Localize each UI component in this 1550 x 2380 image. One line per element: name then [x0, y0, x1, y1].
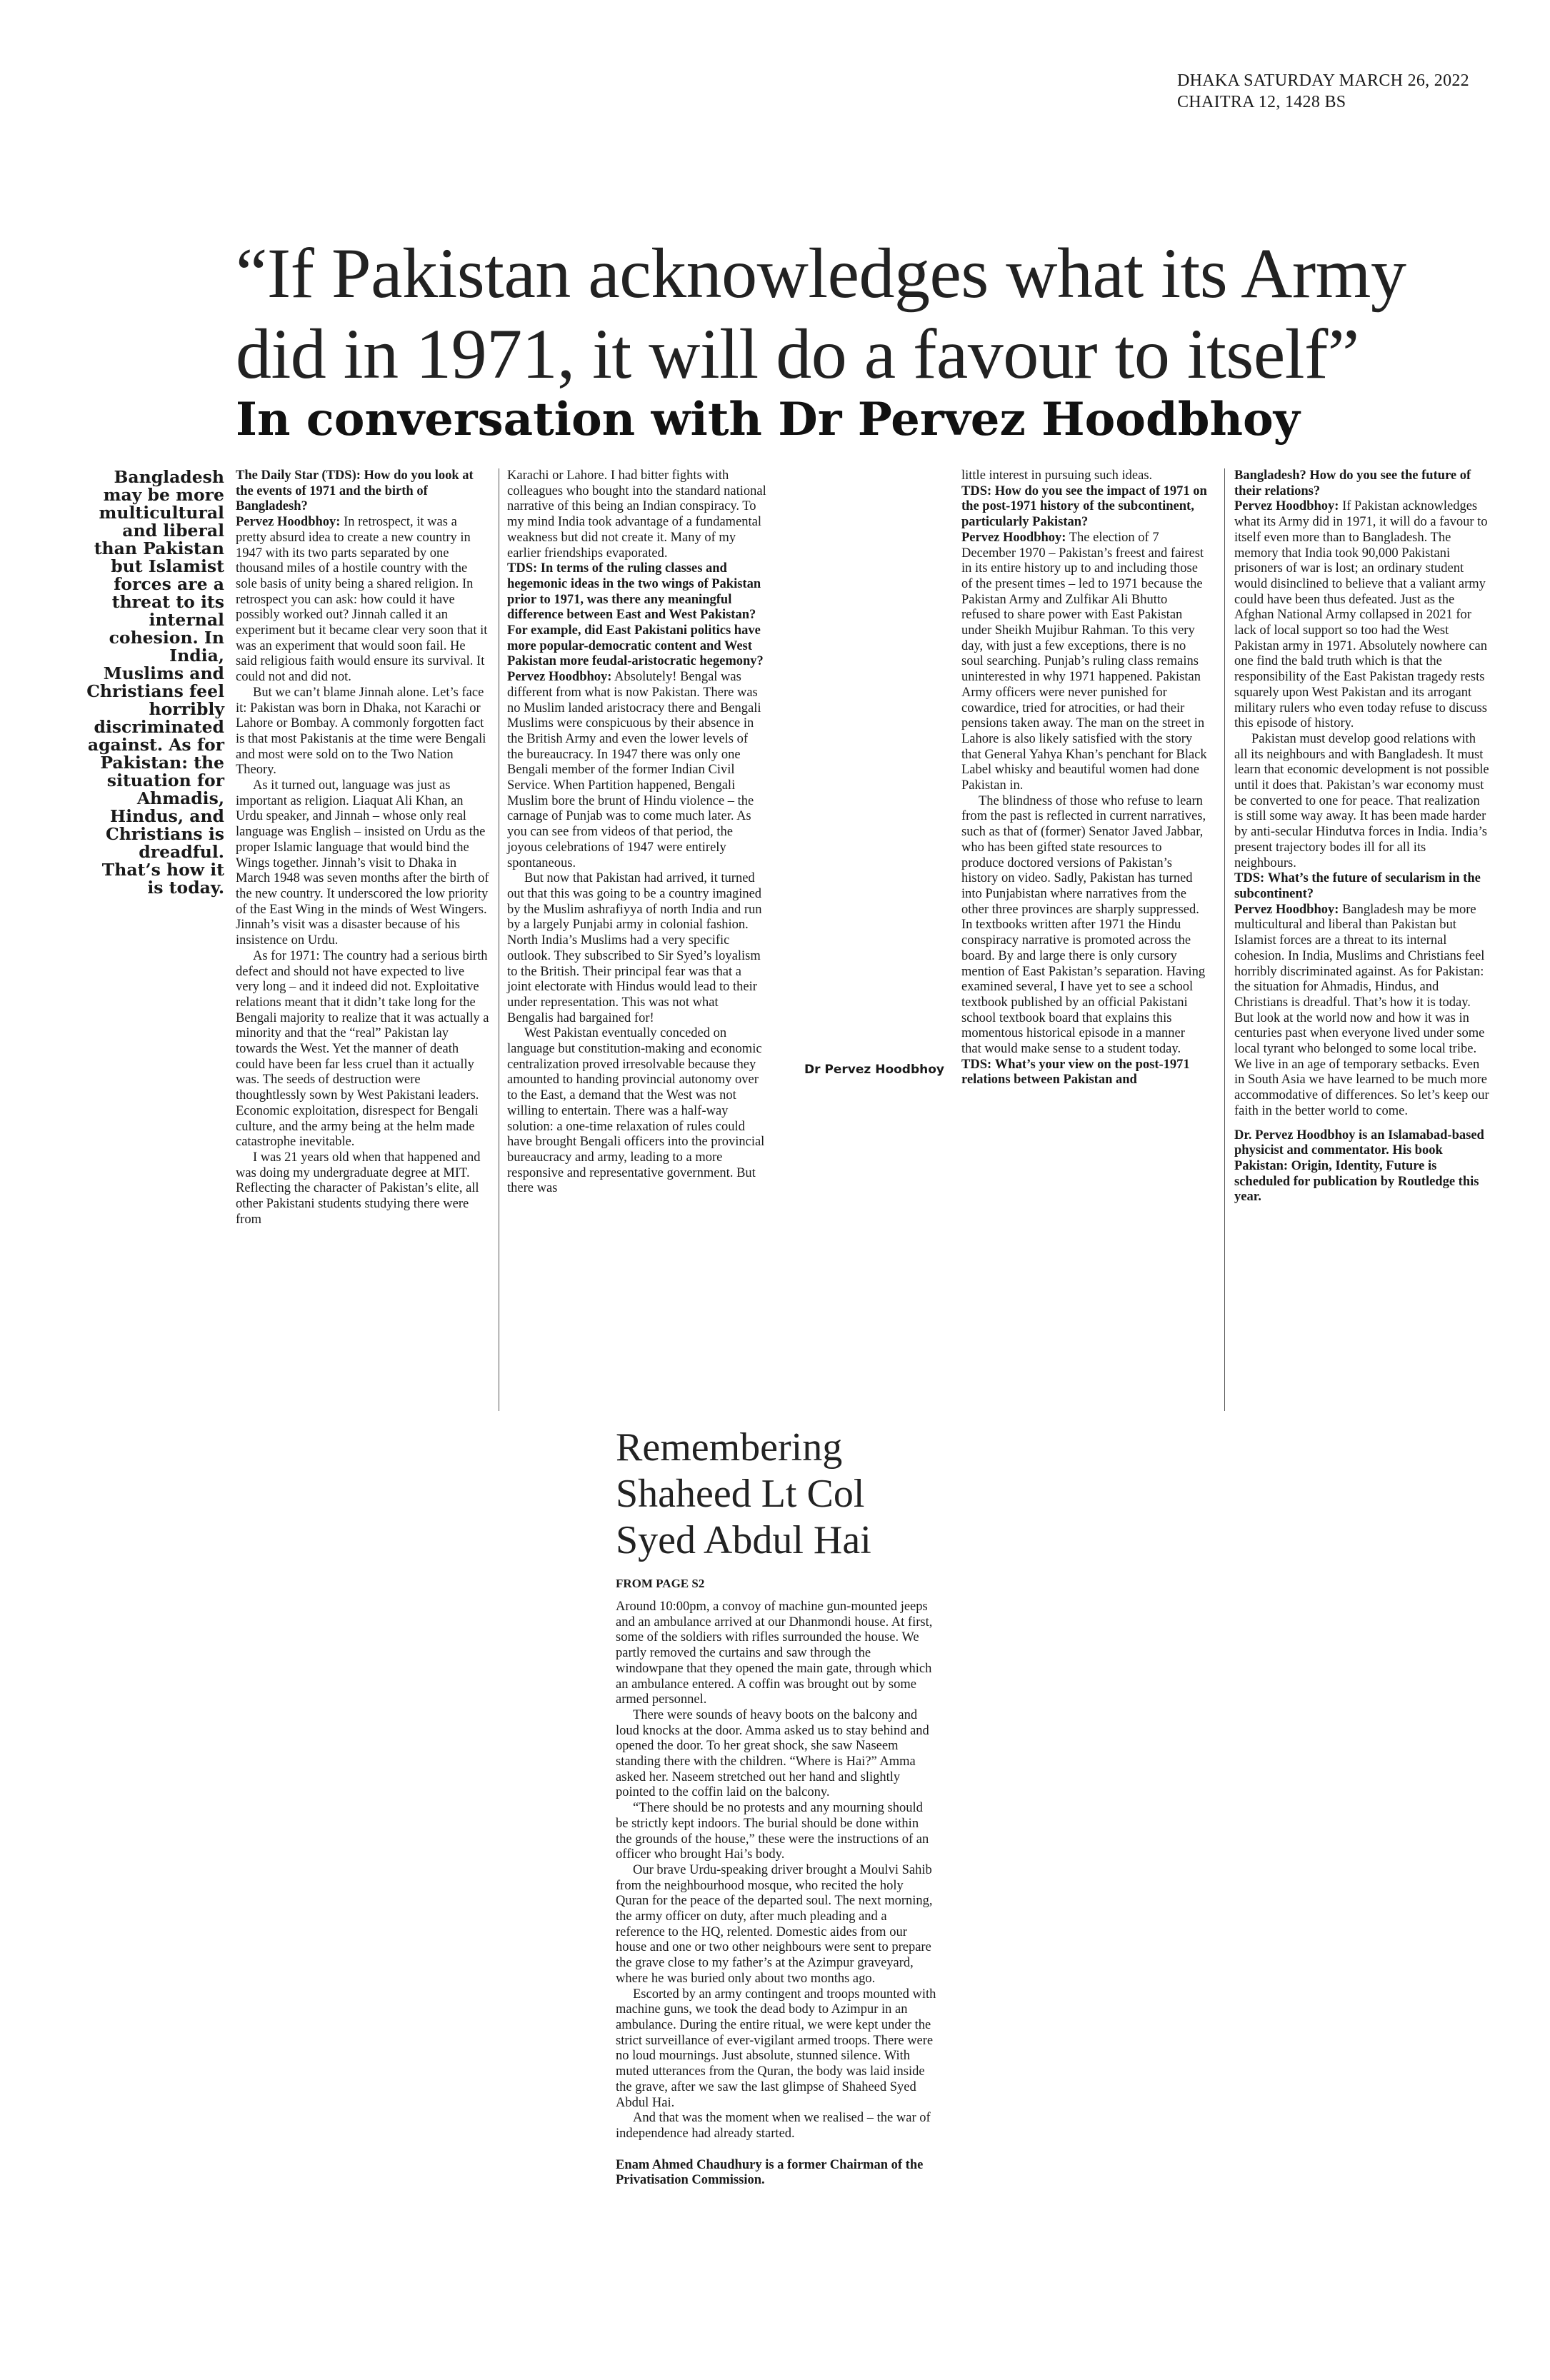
question-paragraph — [1234, 871, 1490, 902]
spacer — [1234, 1120, 1490, 1128]
body-paragraph: But now that Pakistan had arrived, it turned out that this was going to be a country imagined by the Muslim ashrafiyya of north India and run by a largely Punjabi army in colonial fashion. North India’s Muslims had a very specific outlook. They subscribed to Sir Syed’s loyalism to the British. Their principal fear was that a joint electorate with Hindus would lead to their under representation. This was not what Bengalis had bargained for! — [507, 871, 762, 1025]
body-paragraph: Escorted by an army contingent and troops mounted with machine guns, we took the dead body to Azimpur in an ambulance. During the entire ritual, we were kept under the strict surveillance of ever-vigilant armed troops. There were no loud mournings. Just absolute, stunned silence. With muted utterances from the Quran, the body was laid inside the grave, after we saw the last glimpse of Shaheed Syed Abdul Hai. — [616, 1987, 936, 2110]
answer-paragraph — [961, 531, 1207, 794]
article2-body — [616, 1600, 937, 2189]
answer-text: The election of 7 December 1970 – Pakistan’s freest and fairest in its entire history up to and including those of the present times – led to 1971 because the Pakistan Army and Zulfikar Ali Bhutto refused to share power with East Pakistan under Sheikh Mujibur Rahman. To this very day, with just a few exceptions, there is no soul searching. Punjab’s ruling class remains uninterested in why 1971 happened. Pakistan Army officers were never punished for cowardice, tried for atrocities, or had their pensions taken away. The man on the street in Lahore is also likely satisfied with the story that General Yahya Khan’s penchant for Black Label whisky and beautiful women had done Pakistan in. — [961, 530, 1207, 793]
body-paragraph: “There should be no protests and any mourning should be strictly kept indoors. The burial should be done within the grounds of the house,” these were the instructions of an officer who brought Hai’s body. — [616, 1801, 929, 1862]
body-paragraph: West Pakistan eventually conceded on language but constitution-making and economic centralization proved irresolvable because they amounted to handing provincial autonomy over to the East, a demand that the West was not willing to entertain. There was a half-way solution: a one-time relaxation of rules could have brought Bengali officers into the provincial bureaucracy and army, leading to a more responsive and representative government. But there was — [507, 1026, 765, 1196]
body-paragraph: There were sounds of heavy boots on the balcony and loud knocks at the door. Amma asked us to stay behind and opened the door. To her great shock, she saw Naseem standing there with the children. “Where is Hai?” Amma asked her. Naseem stretched out her hand and slightly pointed to the coffin laid on the balcony. — [616, 1707, 929, 1800]
speaker-label: Pervez Hoodbhoy: — [507, 670, 612, 685]
body-paragraph: As for 1971: The country had a serious birth defect and should not have expected to live very long – and it indeed did not. Exploitative relations meant that it didn’t take long for the Bengali majority to realize that it was actually a minority and that the “real” Pakistan lay towards the West. Yet the manner of death could have been far less cruel than it actually was. The seeds of destruction were thoughtlessly sown by West Pakistani leaders. Economic exploitation, disrespect for Bengali culture, and the army being at the helm made catastrophe inevitable. — [236, 948, 489, 1150]
answer-paragraph — [1234, 903, 1490, 1120]
headline-line-1: “If Pakistan acknowledges what its Army — [236, 234, 1406, 313]
speaker-label: Pervez Hoodbhoy: — [1234, 499, 1339, 514]
answer-text: Bangladesh may be more multicultural and liberal than Pakistan but Islamist forces are a threat to its internal cohesion. In India, Muslims and Christians feel horribly discriminated against. As for Pakistan: the situation for Ahmadis, Hindus, and Christians is dreadful. That’s how it is today. But look at the world now and how it was in centuries past when everyone lived under some local tyrant who belonged to some local tribe. We live in an age of temporary setbacks. Even in South Asia we have learned to be much more accommodative of differences. So let’s keep our faith in the better world to come. — [1234, 902, 1489, 1118]
question-text: How do you see the impact of 1971 on the post-1971 history of the subcontinent, particularly Pakistan? — [961, 483, 1207, 530]
photo-caption: Dr Pervez Hoodbhoy — [804, 1063, 944, 1077]
answer-paragraph — [1234, 499, 1490, 732]
answer-text: In retrospect, it was a pretty absurd idea to create a new country in 1947 with its two parts separated by one thousand miles of a hostile country with the sole basis of unity being a shared religion. In retrospect you can ask: how could it have possibly worked out? Jinnah called it an experiment but it became clear very soon that it was an experiment that would soon fail. He said religious faith would ensure its survival. It could not and did not. — [236, 515, 488, 685]
body-paragraph: I was 21 years old when that happened and was doing my undergraduate degree at MIT. Reflecting the character of Pakistan’s elite, all other Pakistani students studying there were from — [236, 1150, 481, 1227]
article2-title: Remembering Shaheed Lt Col Syed Abdul Hai — [616, 1425, 871, 1562]
question-text: Bangladesh? How do you see the future of their relations? — [1234, 468, 1471, 498]
dateline — [1177, 70, 1469, 113]
dateline-bangla-date: CHAITRA 12, 1428 BS — [1177, 93, 1346, 111]
headline-line-2: did in 1971, it will do a favour to itself” — [236, 314, 1359, 393]
question-text: What’s your view on the post-1971 relations between Pakistan and — [961, 1057, 1190, 1088]
headline — [236, 233, 1521, 394]
author-bio-text: Dr. Pervez Hoodbhoy is an Islamabad-based physicist and commentator. His book Pakistan: Origin, Identity, Future is scheduled for publication by Routledge this year. — [1234, 1128, 1484, 1205]
body-paragraph: But we can’t blame Jinnah alone. Let’s face it: Pakistan was born in Dhaka, not Karachi or Lahore or Bombay. A commonly forgotten fact is that most Pakistanis at the time were Bengali and most were sold on to the Two Nation Theory. — [236, 685, 486, 778]
author-bio-text: Enam Ahmed Chaudhury is a former Chairman of the Privatisation Commission. — [616, 2157, 924, 2188]
speaker-label: Pervez Hoodbhoy: — [236, 515, 341, 530]
continued-from-page: FROM PAGE S2 — [616, 1577, 705, 1590]
subheadline: In conversation with Dr Pervez Hoodbhoy — [236, 393, 1300, 446]
body-paragraph: Karachi or Lahore. I had bitter fights with colleagues who bought into the standard national narrative of this being an Indian conspiracy. To my mind India took advantage of a fundamental weakness but did not create it. Many of my earlier friendships evaporated. — [507, 468, 766, 561]
question-paragraph — [507, 561, 767, 670]
body-paragraph: The blindness of those who refuse to learn from the past is reflected in current narratives, such as that of (former) Senator Javed Jabbar, who has been gifted state resources to produce doctored versions of Pakistan’s history on video. Sadly, Pakistan has turned into Punjabistan where narratives from the other three provinces are sharply suppressed. In textbooks written after 1971 the Hindu conspiracy narrative is promoted across the board. By and large there is only cursory mention of East Pakistan’s separation. Having examined several, I have yet to see a school textbook published by an official Pakistani school textbook board that explains this momentous historical episode in a manner that would make sense to a student today. — [961, 793, 1206, 1057]
question-paragraph — [961, 484, 1207, 531]
answer-paragraph — [236, 515, 490, 686]
spacer — [616, 2142, 937, 2158]
speaker-label: TDS: — [961, 483, 992, 498]
speaker-label: TDS: — [1234, 871, 1265, 886]
body-paragraph: Pakistan must develop good relations with all its neighbours and with Bangladesh. It must learn that economic development is not possible until it does that. Pakistan’s war economy must be converted to one for peace. That realization is still some way away. It has been made harder by anti-secular Hindutva forces in India. India’s present trajectory bodes ill for all its neighbours. — [1234, 731, 1489, 870]
answer-text: If Pakistan acknowledges what its Army did in 1971, it will do a favour to itself even more than to Bangladesh. The memory that India took 90,000 Pakistani prisoners of war is lost; an ordinary student would disinclined to believe that a valiant army could have been thus defeated. Just as the Afghan National Army collapsed in 2021 for lack of local support so too had the West Pakistan army in 1971. Absolutely nowhere can one find the bald truth which is that the responsibility of the East Pakistan tragedy rests squarely upon West Pakistan and its arrogant military rulers who even today refuse to discuss this episode of history. — [1234, 499, 1488, 731]
question-text: In terms of the ruling classes and hegemonic ideas in the two wings of Pakistan prior to 1971, was there any meaningful difference between East and West Pakistan? For example, did East Pakistani politics have more popular-democratic content and West Pakistan more feudal-aristocratic hegemony? — [507, 561, 764, 669]
article-column-4 — [1234, 468, 1490, 1205]
pull-quote: Bangladesh may be more multicultural and liberal than Pakistan but Islamist forces are a threat to its internal cohesion. In India, Muslims and Christians feel horribly discriminated against. As for Pakistan: the situation for Ahmadis, Hindus, and Christians is dreadful. That’s how it is today. — [86, 467, 224, 898]
author-bio — [616, 2158, 937, 2189]
answer-text: Absolutely! Bengal was different from what is now Pakistan. There was no Muslim landed aristocracy there and Bengali Muslims were conspicuous by their absence in the British Army and even the lower levels of the bureaucracy. In 1947 there was only one Bengali member of the former Indian Civil Service. When Partition happened, Bengali Muslim bore the brunt of Hindu violence – the carnage of Punjab was to come much later. As you can see from videos of that period, the joyous celebrations of 1947 were entirely spontaneous. — [507, 670, 761, 870]
question-text: How do you look at the events of 1971 and the birth of Bangladesh? — [236, 468, 474, 514]
question-paragraph — [236, 468, 490, 515]
answer-paragraph — [507, 670, 767, 871]
body-paragraph: Our brave Urdu-speaking driver brought a Moulvi Sahib from the neighbourhood mosque, who recited the holy Quran for the peace of the departed soul. The next morning, the army officer on duty, after much pleading and a reference to the HQ, relented. Domestic aides from our house and one or two other neighbours were sent to prepare the grave close to my father’s at the Azimpur graveyard, where he was buried only about two months ago. — [616, 1862, 933, 1986]
column-divider — [1224, 468, 1225, 1411]
speaker-label: Pervez Hoodbhoy: — [961, 530, 1066, 545]
article-column-2 — [507, 468, 767, 1197]
speaker-label: The Daily Star (TDS): — [236, 468, 361, 483]
body-paragraph: little interest in pursuing such ideas. — [961, 468, 1153, 483]
body-paragraph: As it turned out, language was just as important as religion. Liaquat Ali Khan, an Urdu speaker, and Jinnah – whose only real language was English – insisted on Urdu as the proper Islamic language that would bind the Wings together. Jinnah’s visit to Dhaka in March 1948 was seven months after the birth of the new country. It underscored the low priority of the East Wing in the minds of West Wingers. Jinnah’s visit was a disaster because of his insistence on Urdu. — [236, 778, 489, 948]
question-paragraph — [1234, 468, 1490, 499]
question-paragraph — [961, 1058, 1207, 1088]
dateline-date: DHAKA SATURDAY MARCH 26, 2022 — [1177, 71, 1469, 90]
author-bio — [1234, 1128, 1490, 1206]
question-text: What’s the future of secularism in the subcontinent? — [1234, 871, 1481, 901]
article-column-3 — [961, 468, 1207, 1088]
speaker-label: TDS: — [961, 1057, 992, 1072]
speaker-label: Pervez Hoodbhoy: — [1234, 902, 1339, 917]
article-column-1 — [236, 468, 490, 1227]
speaker-label: TDS: — [507, 561, 538, 576]
body-paragraph: And that was the moment when we realised – the war of independence had already started. — [616, 2111, 931, 2141]
body-paragraph: Around 10:00pm, a convoy of machine gun-mounted jeeps and an ambulance arrived at our Dhanmondi house. At first, some of the soldiers with rifles surrounded the house. We partly removed the curtains and saw through the windowpane that they opened the main gate, through which an ambulance entered. A coffin was brought out by some armed personnel. — [616, 1600, 933, 1707]
